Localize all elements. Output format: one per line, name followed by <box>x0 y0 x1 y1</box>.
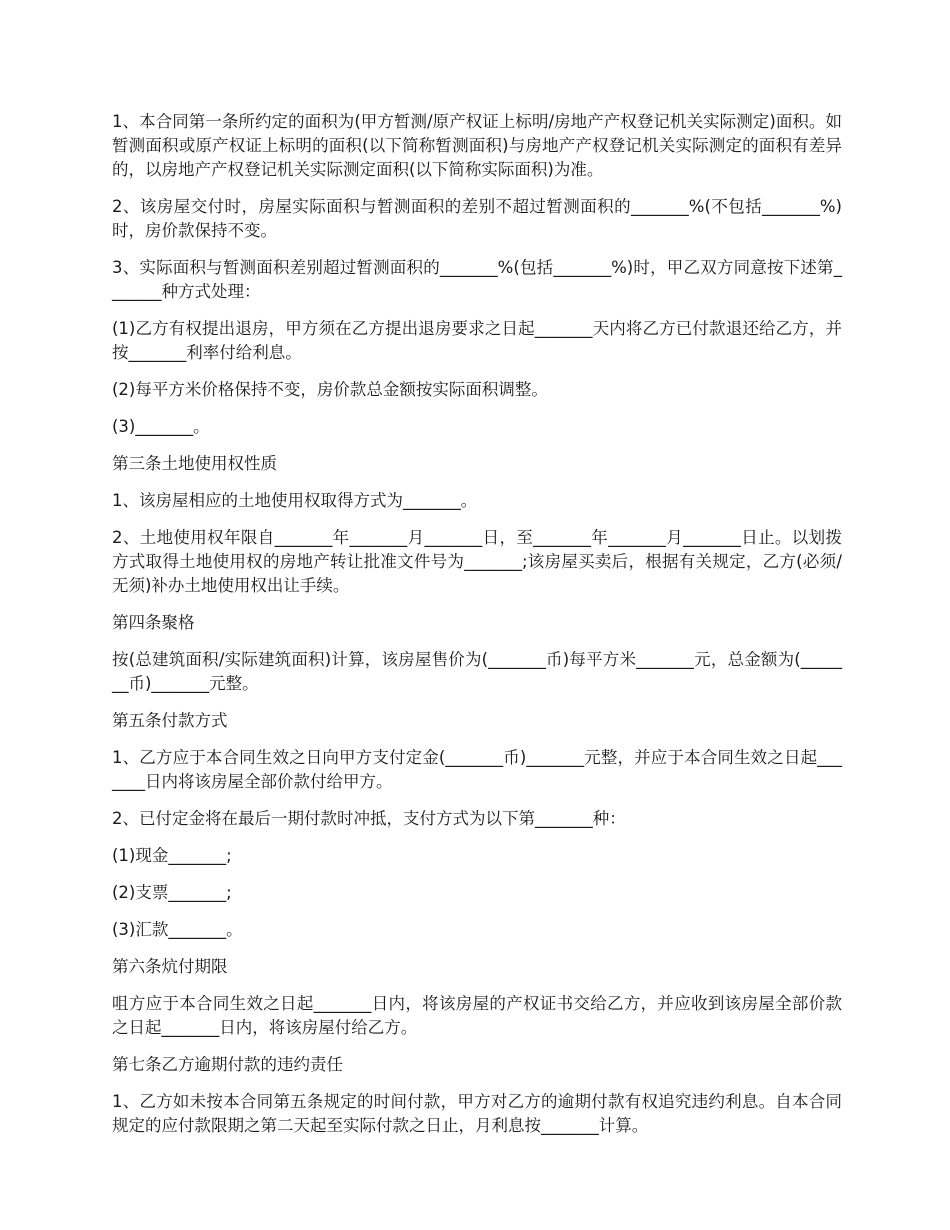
clause-option-3: (3)_______。 <box>112 417 210 436</box>
section-heading-5: 第五条付款方式 <box>112 711 228 730</box>
clause-price: 按(总建筑面积/实际建筑面积)计算，该房屋售价为(_______币)每平方米_______元，总金额为(_______币)_______元整。 <box>112 650 842 693</box>
clause-payment-method: 2、已付定金将在最后一期付款时冲抵，支付方式为以下第_______种： <box>112 809 626 828</box>
clause-land-acquisition: 1、该房屋相应的土地使用权取得方式为_______。 <box>112 491 478 510</box>
payment-cheque: (2)支票_______; <box>112 883 232 902</box>
clause-delivery: 咀方应于本合同生效之日起_______日内，将该房屋的产权证书交给乙方，并应收到该房屋全部价款之日起_______日内，将该房屋付给乙方。 <box>112 994 842 1037</box>
section-heading-6: 第六条炕付期限 <box>112 957 228 976</box>
clause-deposit: 1、乙方应于本合同生效之日向甲方支付定金(_______币)_______元整，并应于本合同生效之日起_______日内将该房屋全部价款付给甲方。 <box>112 748 842 791</box>
payment-cash: (1)现金_______; <box>112 846 232 865</box>
section-heading-7: 第七条乙方逾期付款的违约责任 <box>112 1055 343 1074</box>
payment-remittance: (3)汇款_______。 <box>112 920 243 939</box>
clause-area-basis: 1、本合同第一条所约定的面积为(甲方暂测/原产权证上标明/房地产产权登记机关实际测定)面积。如暂测面积或原产权证上标明的面积(以下简称暂测面积)与房地产产权登记机关实际测定的面积有差异的，以房地产产权登记机关实际测定面积(以下简称实际面积)为准。 <box>112 112 842 179</box>
section-heading-3: 第三条土地使用权性质 <box>112 454 277 473</box>
clause-area-tolerance: 2、该房屋交付时，房屋实际面积与暂测面积的差别不超过暂测面积的_______%(不包括_______%)时，房价款保持不变。 <box>112 197 842 240</box>
clause-area-exceed: 3、实际面积与暂测面积差别超过暂测面积的_______%(包括_______%)时，甲乙双方同意按下述第_______种方式处理： <box>112 258 842 301</box>
document-body <box>112 110 842 1151</box>
clause-option-1: (1)乙方有权提出退房，甲方须在乙方提出退房要求之日起_______天内将乙方已付款退还给乙方，并按_______利率付给利息。 <box>112 319 842 362</box>
section-heading-4: 第四条聚格 <box>112 613 195 632</box>
clause-option-2: (2)每平方米价格保持不变，房价款总金额按实际面积调整。 <box>112 380 548 399</box>
clause-land-term: 2、土地使用权年限自_______年_______月_______日，至_______年_______月_______日止。以划拨方式取得土地使用权的房地产转让批准文件号为_______;该房屋买卖后，根据有关规定，乙方(必须/无须)补办土地使用权出让手续。 <box>112 528 842 595</box>
clause-late-payment: 1、乙方如未按本合同第五条规定的时间付款，甲方对乙方的逾期付款有权追究违约利息。自本合同规定的应付款限期之第二天起至实际付款之日止，月利息按_______计算。 <box>112 1092 842 1135</box>
